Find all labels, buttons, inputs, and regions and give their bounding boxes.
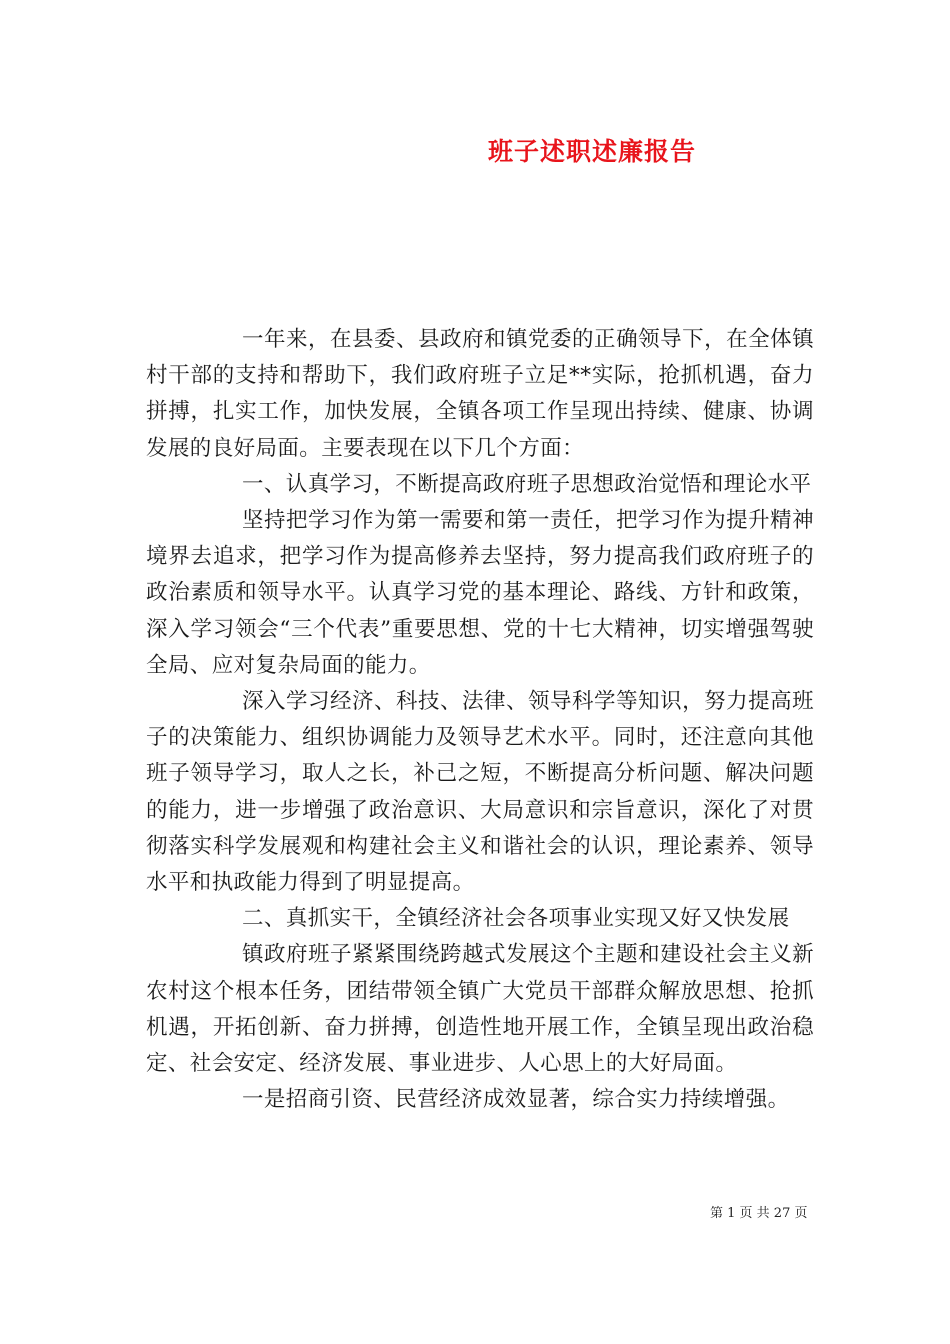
section-heading-1: 一、认真学习，不断提高政府班子思想政治觉悟和理论水平: [242, 471, 812, 497]
paragraph-study-2: 深入学习经济、科技、法律、领导科学等知识，努力提高班子的决策能力、组织协调能力及领导艺术水平。同时，还注意向其他班子领导学习，取人之长，补己之短，不断提高分析问题、解决问题的能力，进一步增强了政治意识、大局意识和宗旨意识，深化了对贯彻落实科学发展观和构建社会主义和谐社会的认识，理论素养、领导水平和执政能力得到了明显提高。: [146, 689, 814, 896]
document-title: 班子述职述廉报告: [488, 137, 697, 166]
section-heading-2: 二、真抓实干，全镇经济社会各项事业实现又好又快发展: [242, 906, 790, 932]
paragraph-development: 镇政府班子紧紧围绕跨越式发展这个主题和建设社会主义新农村这个根本任务，团结带领全镇广大党员干部群众解放思想、抢抓机遇，开拓创新、奋力拼搏，创造性地开展工作，全镇呈现出政治稳定、社会安定、经济发展、事业进步、人心思上的大好局面。: [146, 942, 814, 1077]
page-number-footer: 第 1 页 共 27 页: [710, 1206, 808, 1221]
paragraph-study-1: 坚持把学习作为第一需要和第一责任，把学习作为提升精神境界去追求，把学习作为提高修养去坚持，努力提高我们政府班子的政治素质和领导水平。认真学习党的基本理论、路线、方针和政策，深入学习领会“三个代表”重要思想、党的十七大精神，切实增强驾驶全局、应对复杂局面的能力。: [146, 508, 814, 678]
paragraph-investment: 一是招商引资、民营经济成效显著，综合实力持续增强。: [242, 1087, 790, 1113]
paragraph-intro: 一年来，在县委、县政府和镇党委的正确领导下，在全体镇村干部的支持和帮助下，我们政府班子立足**实际，抢抓机遇，奋力拼搏，扎实工作，加快发展，全镇各项工作呈现出持续、健康、协调发展的良好局面。主要表现在以下几个方面：: [146, 327, 814, 461]
document-body: [146, 322, 814, 1118]
